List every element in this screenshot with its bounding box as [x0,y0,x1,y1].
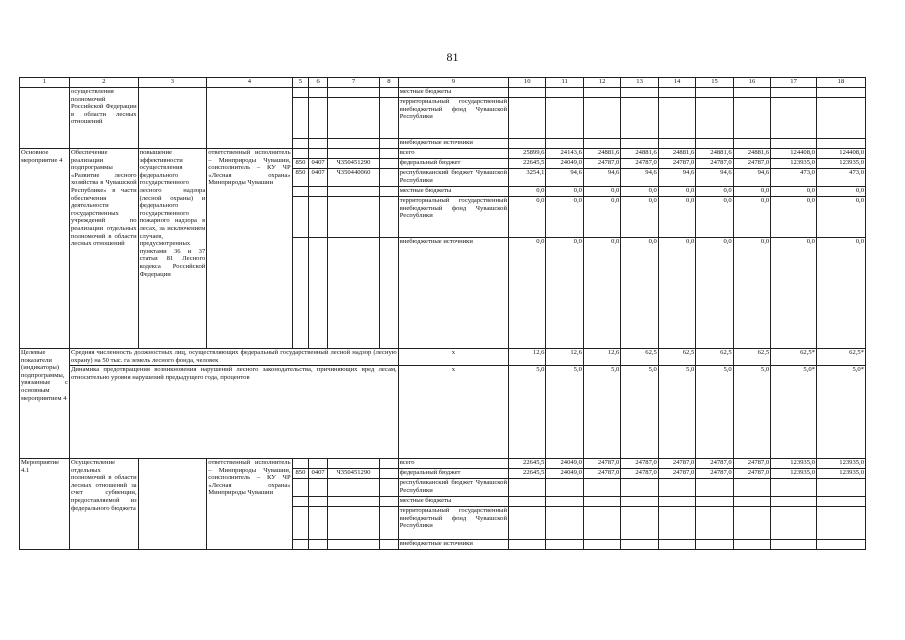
value-cell [658,88,695,98]
indicators-label: Целевые показатели (индикаторы) подпрограммы, увязанные с основным мероприятием 4 [20,349,70,459]
target-article-code [327,197,379,238]
value-cell: 123935,0 [816,459,865,469]
target-article-code [327,507,379,540]
section-code [309,497,328,507]
value-cell [509,497,546,507]
value-cell [509,540,546,550]
indicator-value: 5,0 [583,366,620,459]
value-cell [733,88,770,98]
target-article-code: Ч350451290 [327,469,379,479]
column-number: 6 [309,78,328,88]
value-cell [509,98,546,139]
value-cell [696,88,733,98]
code-cell [292,139,309,149]
value-cell [733,139,770,149]
code-cell [327,88,379,98]
value-cell [771,540,817,550]
column-number: 11 [546,78,583,88]
value-cell: 123935,0 [771,469,817,479]
value-cell: 24881,6 [733,149,770,159]
value-cell [583,497,620,507]
value-cell [816,98,865,139]
section-code: 0407 [309,159,328,169]
funding-source: внебюджетные источники [398,238,508,349]
value-cell: 24787,0 [658,459,695,469]
value-cell [733,507,770,540]
value-cell [546,88,583,98]
section-code [309,479,328,497]
indicator-value: 12,6 [546,349,583,366]
expense-type-code [379,540,398,550]
value-cell: 24787,0 [696,459,733,469]
value-cell: 473,0 [771,169,817,187]
indicator-value: 62,5 [733,349,770,366]
column-number: 4 [207,78,292,88]
expense-type-code [379,469,398,479]
expense-type-code [379,459,398,469]
value-cell: 0,0 [771,238,817,349]
indicator-value: 62,5 [696,349,733,366]
target-article-code: Ч350451290 [327,159,379,169]
section-code [309,238,328,349]
value-cell [733,98,770,139]
table-row [20,459,866,469]
value-cell [658,507,695,540]
value-cell: 24787,0 [583,159,620,169]
value-cell [771,139,817,149]
value-cell: 24787,0 [658,159,695,169]
value-cell: 0,0 [509,238,546,349]
value-cell: 94,6 [696,169,733,187]
expense-type-code [379,507,398,540]
value-cell: 124408,0 [771,149,817,159]
expense-type-code [379,497,398,507]
value-cell: 0,0 [696,238,733,349]
value-cell [546,507,583,540]
grbs-code [292,459,309,469]
grbs-code: 850 [292,169,309,187]
value-cell [658,139,695,149]
value-cell: 123935,0 [816,159,865,169]
value-cell: 0,0 [771,197,817,238]
funding-source: местные бюджеты [398,187,508,197]
continued-description: осуществления полномочий Российской Федерации в области лесных отношений [69,88,138,149]
value-cell [621,88,658,98]
value-cell: 24881,6 [583,149,620,159]
page-number: 81 [446,50,459,64]
expense-type-code [379,169,398,187]
value-cell: 0,0 [658,187,695,197]
value-cell [816,479,865,497]
value-cell: 473,0 [816,169,865,187]
activity-label: Мероприятие 4.1 [20,459,70,550]
value-cell: 0,0 [583,187,620,197]
funding-source: всего [398,459,508,469]
value-cell [509,479,546,497]
code-cell [327,139,379,149]
value-cell [771,479,817,497]
column-number: 5 [292,78,309,88]
value-cell: 0,0 [621,187,658,197]
value-cell [733,497,770,507]
value-cell [771,497,817,507]
value-cell [816,497,865,507]
value-cell: 0,0 [583,197,620,238]
table-row [20,149,866,159]
funding-source: федеральный бюджет [398,159,508,169]
value-cell [583,507,620,540]
value-cell: 124408,0 [816,149,865,159]
value-cell: 0,0 [546,197,583,238]
column-number: 1 [20,78,70,88]
value-cell: 0,0 [546,238,583,349]
column-number: 7 [327,78,379,88]
section-code: 0407 [309,469,328,479]
value-cell [546,479,583,497]
value-cell: 24881,6 [621,149,658,159]
value-cell: 0,0 [771,187,817,197]
section-code [309,540,328,550]
column-number: 18 [816,78,865,88]
value-cell: 0,0 [658,238,695,349]
value-cell: 0,0 [583,238,620,349]
section-code [309,459,328,469]
value-cell: 24787,0 [733,469,770,479]
value-cell [621,98,658,139]
indicator-x: x [398,366,508,459]
code-cell [292,88,309,98]
indicator-value: 62,5* [771,349,817,366]
funding-source: республиканский бюджет Чувашской Республики [398,479,508,497]
section-code: 0407 [309,169,328,187]
value-cell [733,479,770,497]
section-code [309,197,328,238]
value-cell: 0,0 [509,197,546,238]
target-article-code [327,459,379,469]
column-number: 13 [621,78,658,88]
funding-source: федеральный бюджет [398,469,508,479]
value-cell [621,540,658,550]
target-article-code [327,540,379,550]
value-cell: 22645,5 [509,159,546,169]
value-cell [816,540,865,550]
value-cell: 22645,5 [509,469,546,479]
value-cell: 0,0 [658,197,695,238]
col1-cell [20,88,70,149]
value-cell: 24881,6 [696,149,733,159]
responsible-executor: ответственный исполнитель – Минприроды Чувашии, соисполнитель – КУ ЧР «Лесная охрана» Минприроды Чувашии [207,149,292,349]
indicator-value: 5,0* [816,366,865,459]
value-cell [583,98,620,139]
funding-source: местные бюджеты [398,497,508,507]
column-number: 2 [69,78,138,88]
target-article-code [327,238,379,349]
value-cell: 94,6 [546,169,583,187]
expense-type-code [379,149,398,159]
value-cell [771,98,817,139]
section-code [309,507,328,540]
indicator-value: 62,5 [658,349,695,366]
code-cell [309,88,328,98]
indicator-value: 5,0 [621,366,658,459]
funding-source: внебюджетные источники [398,540,508,550]
grbs-code [292,479,309,497]
grbs-code [292,540,309,550]
value-cell [771,88,817,98]
value-cell: 24787,0 [621,459,658,469]
indicator-value: 5,0 [658,366,695,459]
grbs-code [292,149,309,159]
value-cell: 0,0 [546,187,583,197]
value-cell [696,98,733,139]
expense-type-code [379,479,398,497]
indicator-text: Средняя численность должностных лиц, осуществляющих федеральный государственный лесной надзор (лесную охрану) на 50 тыс. га земель лесного фонда, человек [70,349,397,364]
value-cell [583,139,620,149]
value-cell: 0,0 [621,238,658,349]
grbs-code [292,187,309,197]
value-cell [816,88,865,98]
expected-result [138,459,207,550]
value-cell [509,507,546,540]
value-cell: 94,6 [621,169,658,187]
funding-source: республиканский бюджет Чувашской Республики [398,169,508,187]
value-cell [621,507,658,540]
grbs-code [292,238,309,349]
value-cell: 24787,0 [696,469,733,479]
value-cell: 0,0 [509,187,546,197]
value-cell [658,98,695,139]
code-cell [292,98,309,139]
value-cell [583,88,620,98]
value-cell: 0,0 [621,197,658,238]
column-number: 10 [509,78,546,88]
value-cell: 24787,0 [696,159,733,169]
value-cell [546,139,583,149]
value-cell: 24881,6 [658,149,695,159]
value-cell: 22645,5 [509,459,546,469]
code-cell [379,88,398,98]
indicator-text: Динамика предотвращения возникновения нарушений лесного законодательства, причиняющих вред лесам, относительно уровня нарушений предыдущего года, процентов [69,366,398,459]
indicator-value: 5,0 [509,366,546,459]
activity-title: Осуществление отдельных полномочий в области лесных отношений за счет субвенции, предоставляемой из федерального бюджета [69,459,138,550]
indicator-value: 62,5* [816,349,865,366]
value-cell [658,479,695,497]
value-cell [583,479,620,497]
code-cell [309,98,328,139]
value-cell [621,139,658,149]
value-cell: 0,0 [816,197,865,238]
value-cell: 25899,6 [509,149,546,159]
grbs-code [292,497,309,507]
table-body [20,78,866,550]
value-cell [658,540,695,550]
section-code [309,187,328,197]
value-cell [546,540,583,550]
target-article-code: Ч350440060 [327,169,379,187]
target-article-code [327,497,379,507]
value-cell: 3254,1 [509,169,546,187]
funding-source: территориальный государственный внебюджетный фонд Чувашской Республики [398,197,508,238]
indicator-row [20,349,866,366]
indicator-value: 5,0 [696,366,733,459]
column-number: 17 [771,78,817,88]
column-number: 3 [138,78,207,88]
target-article-code [327,187,379,197]
value-cell [816,139,865,149]
expected-result: повышение эффективности осуществления федерального государственного лесного надзора (лесной охраны) и федерального государственного пожарного надзора в лесах, за исключением случаев, предусмотренных пунктами 36 и 37 статьи 81 Лесного кодекса Российской Федерации [138,149,207,349]
value-cell [696,507,733,540]
indicator-value: 5,0 [546,366,583,459]
value-cell: 123935,0 [771,159,817,169]
value-cell: 0,0 [733,238,770,349]
value-cell: 0,0 [696,187,733,197]
value-cell: 0,0 [733,197,770,238]
value-cell [509,88,546,98]
col3-cell [138,88,207,149]
indicator-value: 5,0 [733,366,770,459]
value-cell: 24049,0 [546,159,583,169]
value-cell [696,479,733,497]
value-cell: 123935,0 [816,469,865,479]
indicator-x: x [398,349,508,366]
value-cell [621,479,658,497]
activity-title: Обеспечение реализации подпрограммы «Развитие лесного хозяйства в Чувашской Республике» в части обеспечения деятельности государственных учреждений по реализации отдельных полномочий в области лесных отношений [69,149,138,349]
value-cell: 0,0 [696,197,733,238]
value-cell: 0,0 [733,187,770,197]
column-number: 15 [696,78,733,88]
value-cell: 94,6 [658,169,695,187]
value-cell: 24787,0 [733,459,770,469]
value-cell [621,497,658,507]
indicator-value: 5,0* [771,366,817,459]
expense-type-code [379,159,398,169]
indicator-value: 62,5 [621,349,658,366]
value-cell [546,98,583,139]
value-cell: 24787,0 [583,459,620,469]
value-cell: 24787,0 [733,159,770,169]
grbs-code: 850 [292,159,309,169]
grbs-code [292,507,309,540]
value-cell: 94,6 [583,169,620,187]
value-cell [696,497,733,507]
code-cell [379,98,398,139]
expense-type-code [379,187,398,197]
col4-cell [207,88,292,149]
funding-source: всего [398,149,508,159]
column-number: 12 [583,78,620,88]
value-cell: 24143,6 [546,149,583,159]
value-cell [583,540,620,550]
table-row [20,88,866,98]
indicator-value: 12,6 [583,349,620,366]
value-cell [696,139,733,149]
column-number: 8 [379,78,398,88]
value-cell: 24787,0 [583,469,620,479]
expense-type-code [379,238,398,349]
value-cell: 123935,0 [771,459,817,469]
funding-source: внебюджетные источники [398,139,508,149]
value-cell: 24049,0 [546,469,583,479]
value-cell: 0,0 [816,238,865,349]
indicator-row [20,366,866,459]
value-cell [509,139,546,149]
column-number: 16 [733,78,770,88]
section-code [309,149,328,159]
budget-table [19,77,866,550]
value-cell [733,540,770,550]
column-number: 14 [658,78,695,88]
value-cell [546,497,583,507]
value-cell: 24787,0 [658,469,695,479]
funding-source: местные бюджеты [398,88,508,98]
header-row [20,78,866,88]
value-cell: 24787,0 [621,159,658,169]
value-cell: 94,6 [733,169,770,187]
value-cell [816,507,865,540]
value-cell [658,497,695,507]
grbs-code: 850 [292,469,309,479]
value-cell [771,507,817,540]
funding-source: территориальный государственный внебюджетный фонд Чувашской Республики [398,507,508,540]
code-cell [327,98,379,139]
column-number: 9 [398,78,508,88]
funding-source: территориальный государственный внебюджетный фонд Чувашской Республики [398,98,508,139]
value-cell: 0,0 [816,187,865,197]
expense-type-code [379,197,398,238]
responsible-executor: ответственный исполнитель – Минприроды Чувашии, соисполнитель – КУ ЧР «Лесная охрана» Минприроды Чувашии [207,459,292,550]
value-cell: 24049,0 [546,459,583,469]
code-cell [309,139,328,149]
grbs-code [292,197,309,238]
value-cell [696,540,733,550]
activity-label: Основное мероприятие 4 [20,149,70,349]
indicator-value: 12,6 [509,349,546,366]
target-article-code [327,149,379,159]
code-cell [379,139,398,149]
target-article-code [327,479,379,497]
value-cell: 24787,0 [621,469,658,479]
